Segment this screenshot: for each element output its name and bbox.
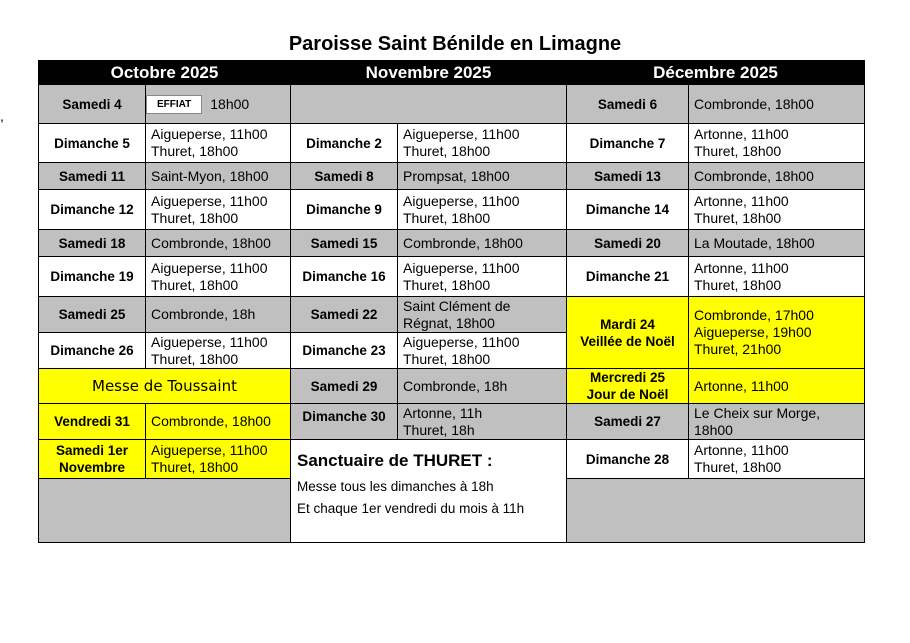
dec-location-cell bbox=[688, 368, 865, 404]
dec-location-cell bbox=[688, 189, 865, 230]
oct-day-cell bbox=[38, 84, 146, 124]
day-label: Samedi 20 bbox=[594, 235, 661, 251]
location-text: Prompsat, 18h00 bbox=[403, 167, 510, 184]
day-label: Samedi 25 bbox=[58, 307, 126, 322]
nov-day-cell bbox=[290, 296, 398, 333]
nov-location-cell bbox=[397, 123, 567, 163]
oct-day-cell bbox=[38, 189, 146, 230]
location-line: Thuret, 18h00 bbox=[403, 350, 491, 367]
location-line: Aigueperse, 11h00 bbox=[151, 192, 268, 209]
sanctuary-line: Messe tous les dimanches à 18h bbox=[297, 479, 494, 494]
day-label: Vendredi 31 bbox=[54, 414, 130, 429]
day-label: Samedi 13 bbox=[594, 168, 661, 184]
location-line: Thuret, 18h00 bbox=[403, 209, 491, 226]
day-label: Samedi 4 bbox=[62, 96, 122, 112]
day-label: Dimanche 19 bbox=[50, 269, 134, 284]
location-line: Thuret, 18h00 bbox=[694, 459, 782, 475]
day-label: Samedi 11 bbox=[58, 168, 126, 184]
schedule-table bbox=[38, 60, 865, 543]
day-label: Dimanche 9 bbox=[306, 202, 382, 217]
location-line: Régnat, 18h00 bbox=[403, 314, 495, 331]
effiat-badge: EFFIAT bbox=[146, 95, 202, 114]
day-label: Dimanche 14 bbox=[585, 202, 670, 217]
dec-location-cell bbox=[688, 84, 865, 124]
dec-location-cell bbox=[688, 229, 865, 257]
location-line: Le Cheix sur Morge, bbox=[694, 404, 821, 421]
location-line: Aigueperse, 11h00 bbox=[151, 442, 268, 458]
nov-location-cell bbox=[397, 189, 567, 230]
oct-location-cell bbox=[145, 229, 291, 257]
header-december: Décembre 2025 bbox=[566, 60, 865, 85]
location-line: Aigueperse, 11h00 bbox=[403, 192, 520, 209]
sanctuary-box bbox=[290, 439, 567, 543]
day-label: Mercredi 25 bbox=[589, 370, 666, 385]
nov-day-cell bbox=[290, 368, 398, 404]
location-text: 18h00 bbox=[210, 95, 250, 112]
nov-location-cell bbox=[397, 296, 567, 333]
oct-location-cell bbox=[145, 332, 291, 369]
day-label: Samedi 8 bbox=[314, 168, 374, 184]
day-label: Veillée de Noël bbox=[580, 333, 675, 349]
day-label: Dimanche 2 bbox=[306, 135, 382, 151]
dec-day-cell bbox=[566, 229, 689, 257]
location-line: Artonne, 11h00 bbox=[694, 442, 789, 458]
nov-location-cell bbox=[397, 332, 567, 369]
nov-location-cell bbox=[397, 162, 567, 190]
location-line: Artonne, 11h00 bbox=[694, 126, 789, 142]
location-line: Thuret, 21h00 bbox=[694, 341, 782, 357]
nov-day-cell bbox=[290, 403, 398, 440]
dec-day-cell bbox=[566, 296, 689, 369]
day-label: Mardi 24 bbox=[600, 316, 655, 332]
day-label: Dimanche 21 bbox=[585, 269, 670, 284]
dec-location-cell bbox=[688, 256, 865, 297]
dec-day-cell bbox=[566, 189, 689, 230]
day-label: Samedi 15 bbox=[310, 235, 378, 251]
location-line: Artonne, 11h bbox=[403, 404, 483, 421]
location-line: Artonne, 11h00 bbox=[694, 259, 789, 276]
day-label: Jour de Noël bbox=[586, 387, 669, 402]
nov-day-cell bbox=[290, 189, 398, 230]
location-text: Combronde, 18h00 bbox=[694, 95, 814, 112]
location-line: Aigueperse, 11h00 bbox=[151, 333, 268, 350]
oct-location-cell bbox=[145, 189, 291, 230]
location-text: Combronde, 18h00 bbox=[694, 167, 814, 184]
dec-day-cell bbox=[566, 368, 689, 404]
dec-day-cell bbox=[566, 403, 689, 440]
sanctuary-title: Sanctuaire de THURET : bbox=[297, 451, 493, 470]
oct-location-cell bbox=[145, 84, 291, 124]
location-line: Aigueperse, 11h00 bbox=[151, 259, 268, 276]
location-text: Combronde, 18h bbox=[403, 377, 508, 394]
dec-day-cell bbox=[566, 84, 689, 124]
location-line: Thuret, 18h00 bbox=[151, 350, 239, 367]
empty-cell bbox=[38, 478, 291, 543]
day-label: Samedi 18 bbox=[58, 235, 126, 251]
feast-label: Messe de Toussaint bbox=[92, 376, 237, 395]
dec-day-cell bbox=[566, 256, 689, 297]
nov-day-cell bbox=[290, 332, 398, 369]
oct-location-cell bbox=[145, 296, 291, 333]
day-label: Novembre bbox=[58, 460, 126, 475]
day-label: Samedi 27 bbox=[594, 414, 661, 429]
oct-day-cell bbox=[38, 439, 146, 479]
location-line: Aigueperse, 19h00 bbox=[694, 324, 812, 340]
nov-location-cell bbox=[397, 368, 567, 404]
nov-day-cell bbox=[290, 162, 398, 190]
dec-day-cell bbox=[566, 123, 689, 163]
day-label: Samedi 29 bbox=[310, 378, 378, 394]
location-line: Thuret, 18h00 bbox=[151, 143, 239, 159]
location-line: Aigueperse, 11h00 bbox=[403, 333, 520, 350]
header-october: Octobre 2025 bbox=[38, 60, 291, 85]
day-label: Samedi 6 bbox=[597, 96, 658, 112]
location-line: Saint Clément de bbox=[403, 297, 511, 314]
day-label: Dimanche 23 bbox=[302, 343, 386, 358]
dec-day-cell bbox=[566, 162, 689, 190]
day-label: Dimanche 16 bbox=[302, 269, 386, 284]
day-label: Dimanche 28 bbox=[585, 451, 670, 467]
location-text: Combronde, 18h00 bbox=[403, 234, 523, 251]
location-line: Thuret, 18h00 bbox=[403, 143, 491, 159]
location-line: Aigueperse, 11h00 bbox=[403, 259, 520, 276]
location-line: Thuret, 18h00 bbox=[151, 459, 239, 475]
oct-location-cell bbox=[145, 256, 291, 297]
location-line: Thuret, 18h00 bbox=[151, 276, 239, 293]
oct-day-cell bbox=[38, 229, 146, 257]
nov-day-cell bbox=[290, 256, 398, 297]
nov-location-cell bbox=[397, 229, 567, 257]
day-label: Samedi 1er bbox=[55, 443, 129, 458]
location-text: Combronde, 18h00 bbox=[151, 234, 271, 251]
location-text: La Moutade, 18h00 bbox=[694, 234, 815, 251]
dec-location-cell bbox=[688, 296, 865, 369]
day-label: Dimanche 26 bbox=[50, 343, 134, 358]
empty-cell bbox=[566, 478, 865, 543]
dec-location-cell bbox=[688, 162, 865, 190]
location-line: Thuret, 18h00 bbox=[403, 276, 491, 293]
day-label: Dimanche 7 bbox=[589, 135, 666, 151]
dec-location-cell bbox=[688, 439, 865, 479]
toussaint-banner bbox=[38, 368, 291, 404]
location-line: Thuret, 18h00 bbox=[694, 143, 782, 159]
oct-day-cell bbox=[38, 403, 146, 440]
location-line: 18h00 bbox=[694, 421, 733, 438]
page-title: Paroisse Saint Bénilde en Limagne bbox=[288, 33, 622, 55]
empty-cell bbox=[290, 84, 567, 124]
location-line: Combronde, 17h00 bbox=[694, 307, 814, 323]
location-line: Thuret, 18h bbox=[403, 421, 475, 438]
location-line: Artonne, 11h00 bbox=[694, 192, 789, 209]
dec-day-cell bbox=[566, 439, 689, 479]
oct-location-cell bbox=[145, 439, 291, 479]
nov-location-cell bbox=[397, 403, 567, 440]
location-line: Aigueperse, 11h00 bbox=[151, 126, 268, 142]
location-line: Thuret, 18h00 bbox=[694, 209, 782, 226]
oct-location-cell bbox=[145, 403, 291, 440]
location-line: Thuret, 18h00 bbox=[694, 276, 782, 293]
nov-location-cell bbox=[397, 256, 567, 297]
location-text: Combronde, 18h bbox=[151, 306, 256, 322]
location-line: Thuret, 18h00 bbox=[151, 209, 239, 226]
day-label: Dimanche 30 bbox=[302, 409, 386, 424]
nov-day-cell bbox=[290, 229, 398, 257]
header-november: Novembre 2025 bbox=[290, 60, 567, 85]
nov-day-cell bbox=[290, 123, 398, 163]
sanctuary-line: Et chaque 1er vendredi du mois à 11h bbox=[297, 501, 525, 516]
location-text: Saint-Myon, 18h00 bbox=[151, 167, 269, 184]
oct-location-cell bbox=[145, 162, 291, 190]
oct-day-cell bbox=[38, 162, 146, 190]
oct-day-cell bbox=[38, 296, 146, 333]
oct-day-cell bbox=[38, 123, 146, 163]
dec-location-cell bbox=[688, 123, 865, 163]
oct-day-cell bbox=[38, 332, 146, 369]
location-text: Artonne, 11h00 bbox=[694, 377, 789, 394]
day-label: Dimanche 5 bbox=[54, 135, 130, 151]
location-text: Combronde, 18h00 bbox=[151, 413, 271, 429]
oct-location-cell bbox=[145, 123, 291, 163]
oct-day-cell bbox=[38, 256, 146, 297]
location-line: Aigueperse, 11h00 bbox=[403, 126, 520, 142]
day-label: Samedi 22 bbox=[310, 307, 378, 322]
dec-location-cell bbox=[688, 403, 865, 440]
day-label: Dimanche 12 bbox=[50, 202, 134, 217]
stray-mark: , bbox=[0, 108, 4, 124]
